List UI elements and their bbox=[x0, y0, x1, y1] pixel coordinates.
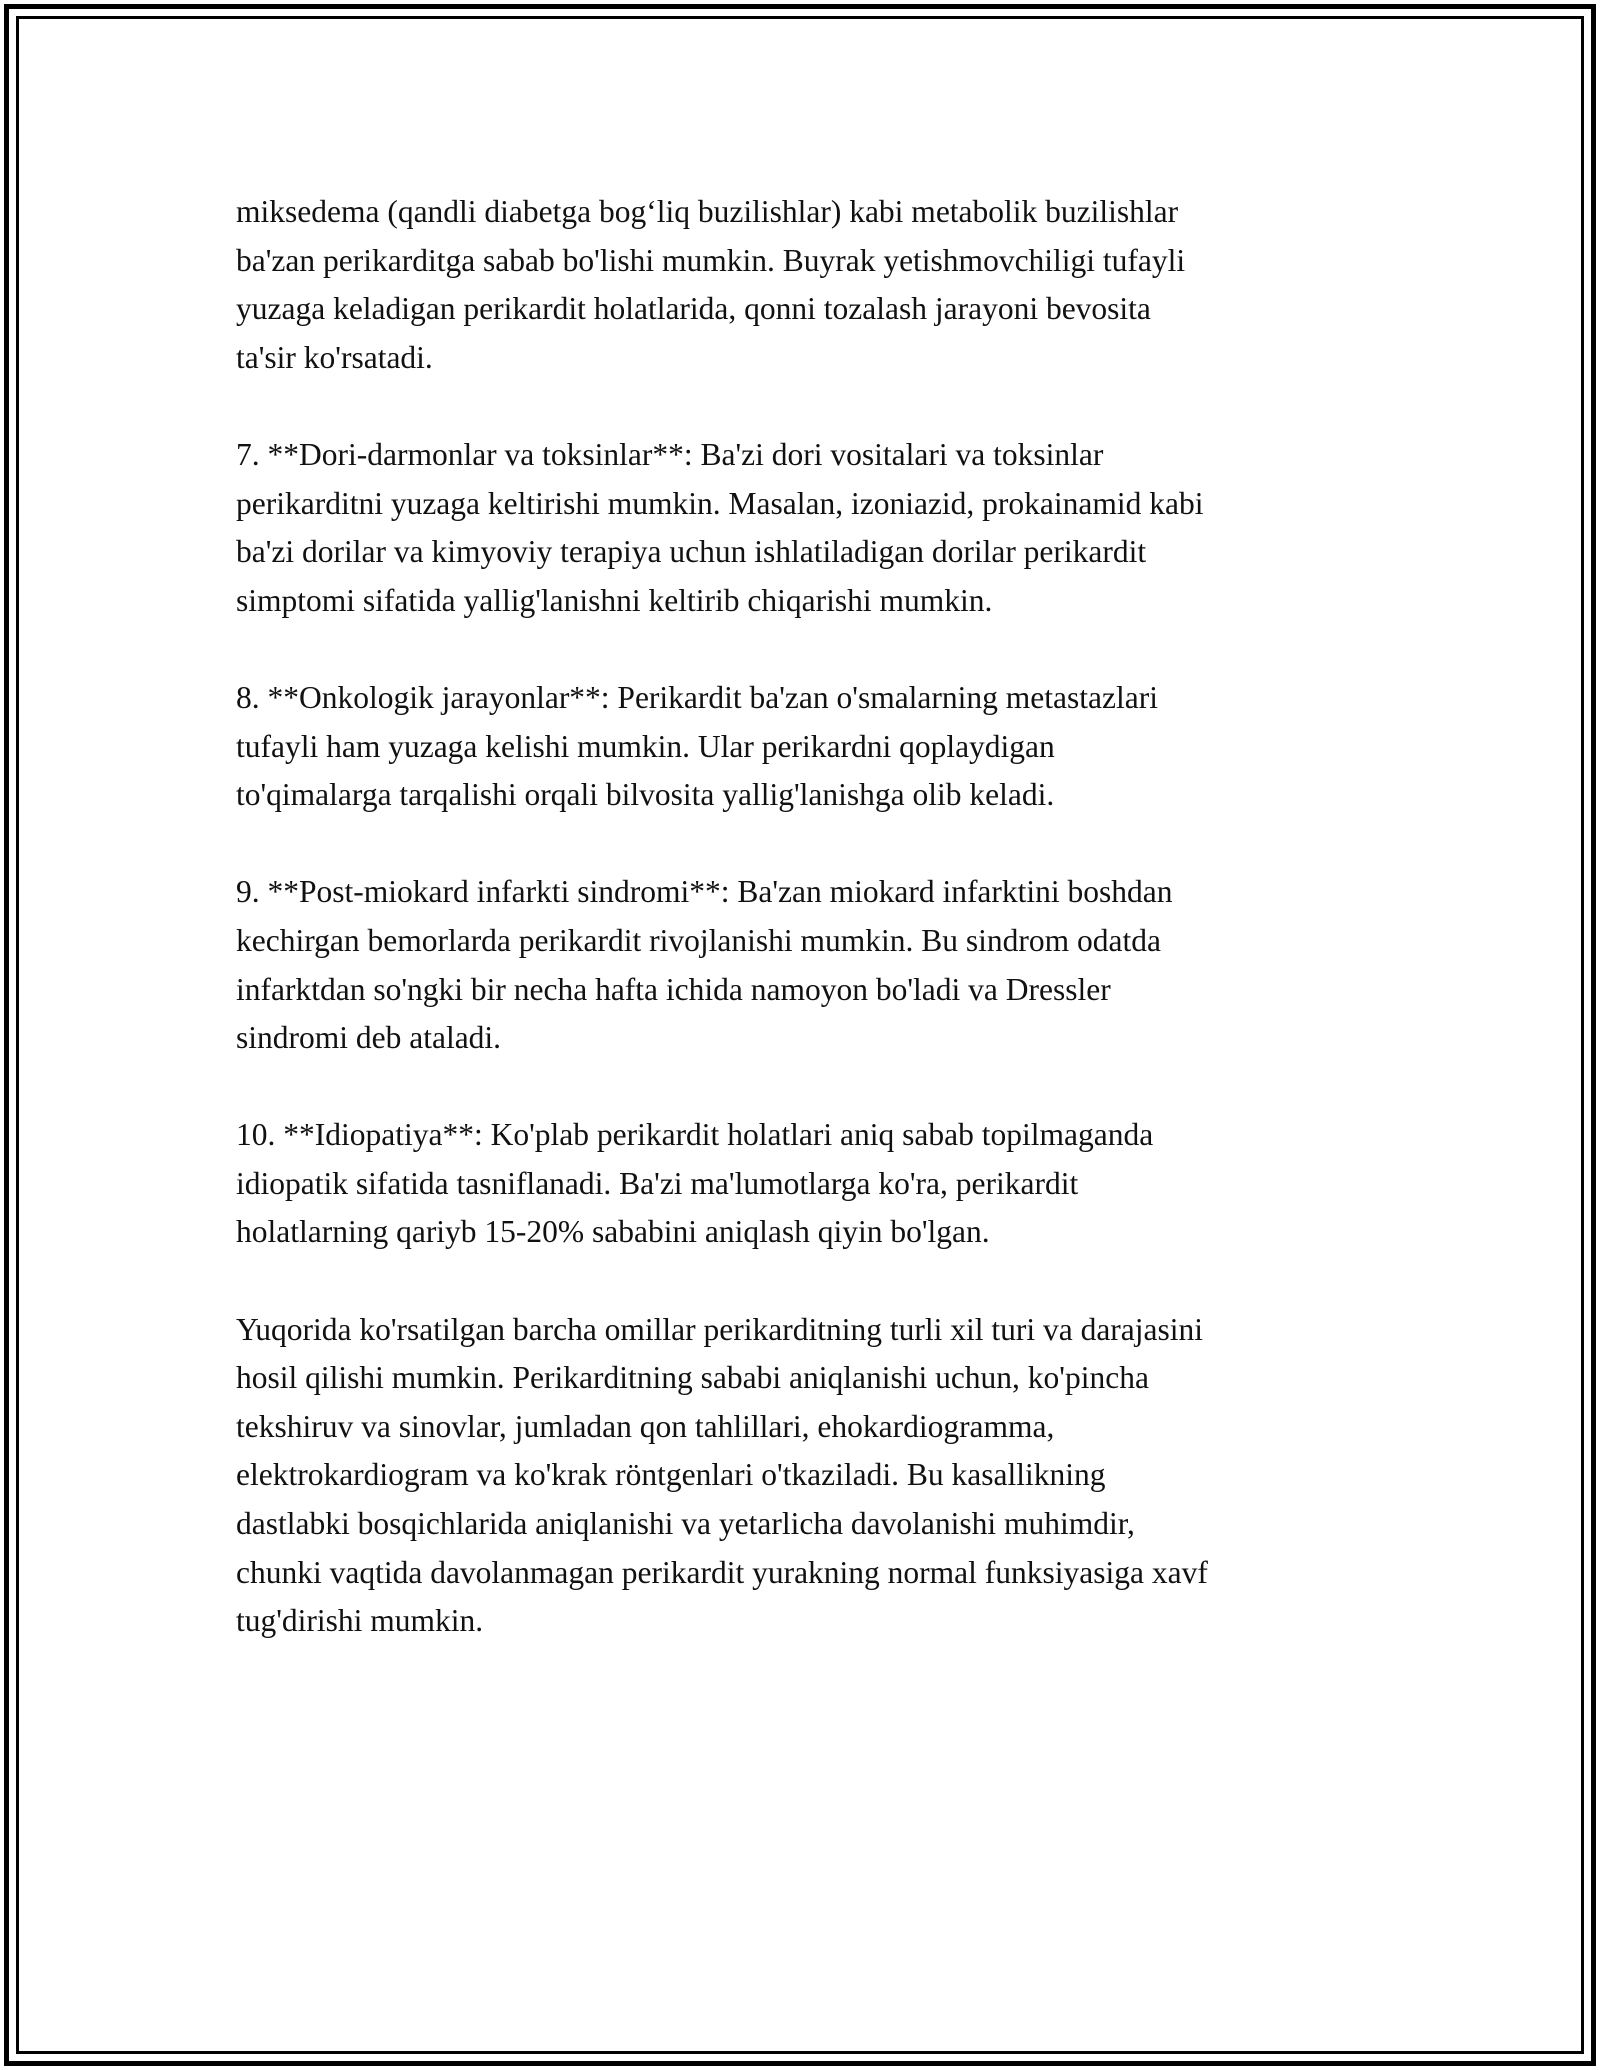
text-line: 10. **Idiopatiya**: Ko'plab perikardit holatlari aniq sabab topilmaganda bbox=[236, 1117, 1154, 1153]
paragraph-idiopathic bbox=[236, 1111, 1396, 1257]
document-body bbox=[236, 188, 1396, 1694]
text-line: to'qimalarga tarqalishi orqali bilvosita yallig'lanishga olib keladi. bbox=[236, 777, 1055, 813]
text-line: tug'dirishi mumkin. bbox=[236, 1603, 484, 1639]
text-line: Yuqorida ko'rsatilgan barcha omillar perikarditning turli xil turi va darajasini bbox=[236, 1311, 1204, 1347]
text-line: yuzaga keladigan perikardit holatlarida, qonni tozalash jarayoni bevosita bbox=[236, 291, 1151, 327]
text-line: perikarditni yuzaga keltirishi mumkin. Masalan, izoniazid, prokainamid kabi bbox=[236, 485, 1204, 521]
text-line: simptomi sifatida yallig'lanishni keltirib chiqarishi mumkin. bbox=[236, 582, 993, 618]
paragraph-oncological-processes bbox=[236, 674, 1396, 820]
text-line: elektrokardiogram va ko'krak röntgenlari o'tkaziladi. Bu kasallikning bbox=[236, 1457, 1106, 1493]
text-line: ba'zi dorilar va kimyoviy terapiya uchun ishlatiladigan dorilar perikardit bbox=[236, 534, 1147, 570]
text-line: dastlabki bosqichlarida aniqlanishi va yetarlicha davolanishi muhimdir, bbox=[236, 1506, 1135, 1542]
text-line: tekshiruv va sinovlar, jumladan qon tahlillari, ehokardiogramma, bbox=[236, 1408, 1055, 1444]
text-line: infarktdan so'ngki bir necha hafta ichida namoyon bo'ladi va Dressler bbox=[236, 971, 1111, 1007]
text-line: 8. **Onkologik jarayonlar**: Perikardit ba'zan o'smalarning metastazlari bbox=[236, 679, 1158, 715]
text-line: chunki vaqtida davolanmagan perikardit yurakning normal funksiyasiga xavf bbox=[236, 1554, 1208, 1590]
text-line: ta'sir ko'rsatadi. bbox=[236, 339, 433, 375]
paragraph-metabolic-disorders bbox=[236, 188, 1396, 382]
paragraph-conclusion bbox=[236, 1306, 1396, 1646]
text-line: kechirgan bemorlarda perikardit rivojlanishi mumkin. Bu sindrom odatda bbox=[236, 922, 1161, 958]
text-line: 9. **Post-miokard infarkti sindromi**: Ba'zan miokard infarktini boshdan bbox=[236, 874, 1173, 910]
paragraph-post-infarction-syndrome bbox=[236, 868, 1396, 1062]
text-line: miksedema (qandli diabetga bog‘liq buzilishlar) kabi metabolik buzilishlar bbox=[236, 194, 1179, 229]
text-line: 7. **Dori-darmonlar va toksinlar**: Ba'zi dori vositalari va toksinlar bbox=[236, 436, 1104, 472]
text-line: ba'zan perikarditga sabab bo'lishi mumkin. Buyrak yetishmovchiligi tufayli bbox=[236, 242, 1186, 278]
paragraph-drugs-and-toxins bbox=[236, 431, 1396, 625]
text-line: holatlarning qariyb 15-20% sababini aniqlash qiyin bo'lgan. bbox=[236, 1214, 990, 1250]
text-line: idiopatik sifatida tasniflanadi. Ba'zi ma'lumotlarga ko'ra, perikardit bbox=[236, 1165, 1079, 1201]
text-line: hosil qilishi mumkin. Perikarditning sababi aniqlanishi uchun, ko'pincha bbox=[236, 1360, 1149, 1396]
text-line: tufayli ham yuzaga kelishi mumkin. Ular perikardni qoplaydigan bbox=[236, 728, 1055, 764]
text-line: sindromi deb ataladi. bbox=[236, 1020, 502, 1056]
